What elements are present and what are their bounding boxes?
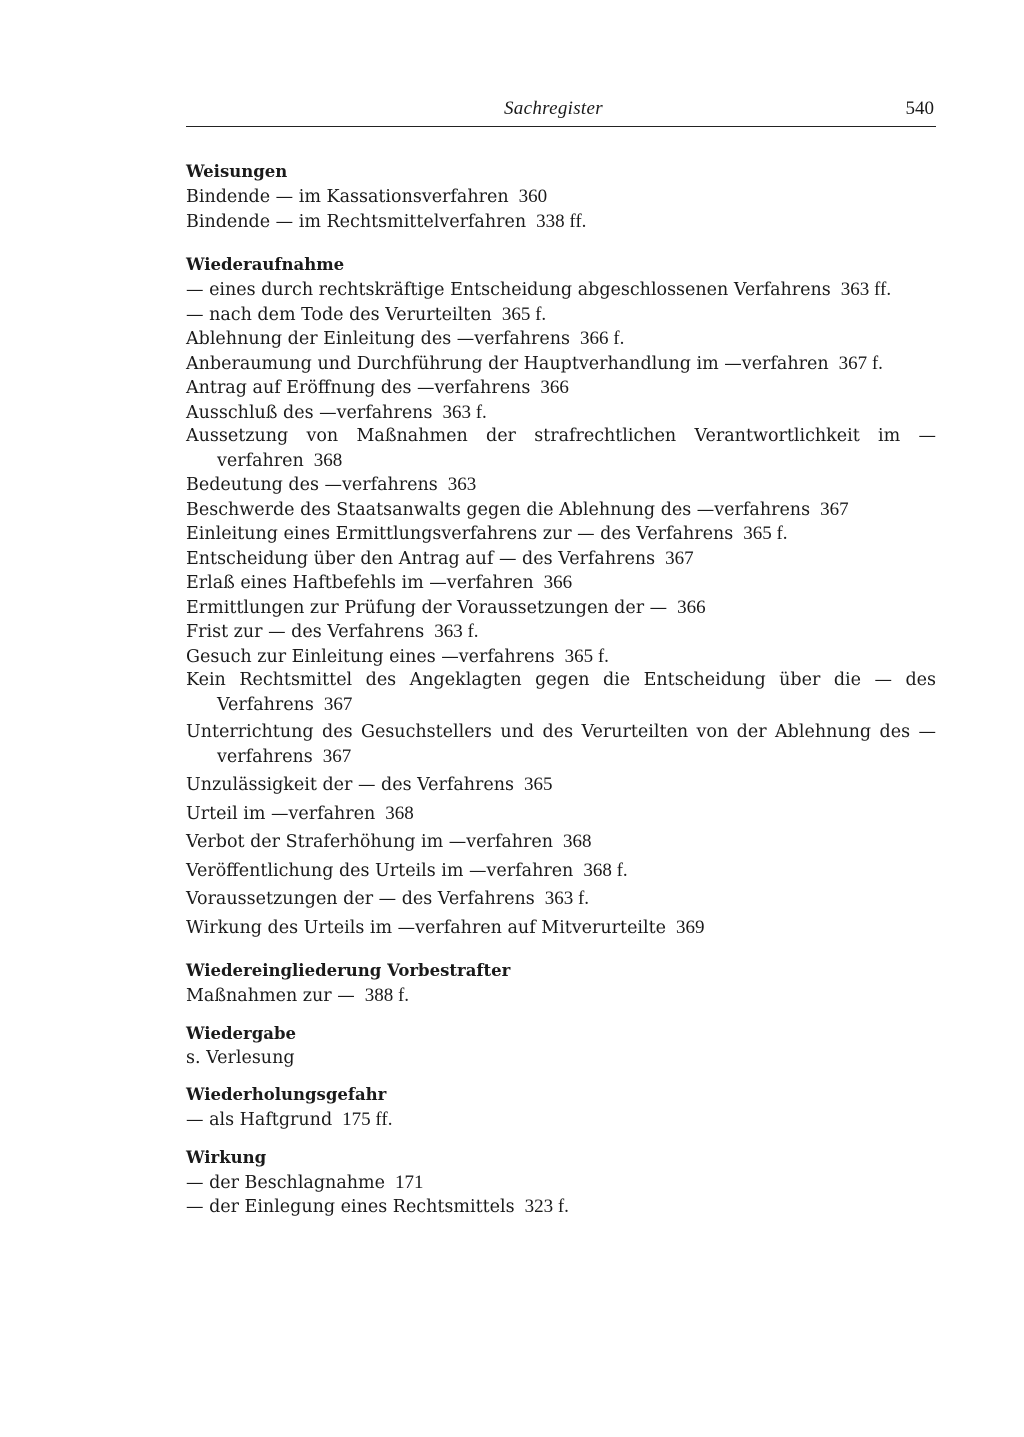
subentry-text: Unterrichtung des Gesuchstellers und des Verurteilten von der Ablehnung des —verfahrens bbox=[186, 722, 936, 767]
index-entry bbox=[186, 252, 936, 940]
subentry-text: s. Verlesung bbox=[186, 1047, 295, 1068]
subentry bbox=[186, 721, 936, 769]
page-reference: 367 f. bbox=[838, 352, 883, 374]
subentry bbox=[186, 547, 936, 572]
entry-heading: Wiedereingliederung Vorbestrafter bbox=[186, 961, 511, 980]
page-reference: 367 bbox=[323, 693, 353, 715]
subentry-text: Anberaumung und Durchführung der Hauptverhandlung im —verfahren bbox=[186, 353, 829, 374]
subentry-text: Bedeutung des —verfahrens bbox=[186, 475, 438, 495]
page-reference: 366 bbox=[543, 572, 573, 593]
index-entry bbox=[186, 958, 936, 1009]
subentry-text: Frist zur — des Verfahrens bbox=[186, 622, 425, 642]
subentry-text: — der Beschlagnahme bbox=[186, 1172, 385, 1193]
subentry-text: — der Einlegung eines Rechtsmittels bbox=[186, 1197, 515, 1217]
index-entry bbox=[186, 1021, 936, 1071]
subentry-text: Einleitung eines Ermittlungsverfahrens zur — des Verfahrens bbox=[186, 524, 734, 544]
subentry-text: Aussetzung von Maßnahmen der strafrechtlichen Verantwortlichkeit im —verfahren bbox=[186, 426, 936, 471]
page-reference: 368 bbox=[385, 802, 414, 824]
subentry-text: Erlaß eines Haftbefehls im —verfahren bbox=[186, 573, 534, 593]
subentry bbox=[186, 669, 936, 717]
page-reference: 367 bbox=[322, 745, 352, 767]
page-reference: 338 ff. bbox=[536, 210, 587, 232]
subentry bbox=[186, 278, 936, 303]
entry-heading: Wiederaufnahme bbox=[186, 255, 345, 274]
index-entry bbox=[186, 159, 936, 234]
page-reference: 369 bbox=[676, 916, 705, 938]
subentry-text: Antrag auf Eröffnung des —verfahrens bbox=[186, 378, 531, 398]
subentry bbox=[186, 1047, 936, 1071]
subentry bbox=[186, 802, 936, 827]
index-page bbox=[186, 96, 936, 1238]
page-reference: 175 ff. bbox=[342, 1109, 393, 1130]
subentry-text: Veröffentlichung des Urteils im —verfahren bbox=[186, 860, 574, 881]
page-reference: 365 f. bbox=[501, 303, 547, 325]
subentry bbox=[186, 401, 936, 426]
subentry-text: Bindende — im Rechtsmittelverfahren bbox=[186, 211, 527, 232]
subentry bbox=[186, 916, 936, 941]
subentry-text: Urteil im —verfahren bbox=[186, 803, 376, 824]
subentry-text: Maßnahmen zur — bbox=[186, 986, 355, 1006]
page-reference: 366 bbox=[677, 596, 706, 618]
subentry-text: — nach dem Tode des Verurteilten bbox=[186, 304, 492, 325]
subentry-text: — als Haftgrund bbox=[186, 1110, 333, 1130]
subentry bbox=[186, 620, 936, 645]
page-number: 540 bbox=[905, 98, 934, 119]
subentry bbox=[186, 327, 936, 352]
subentry bbox=[186, 522, 936, 547]
page-reference: 360 bbox=[518, 186, 548, 207]
entry-heading: Wiedergabe bbox=[186, 1023, 296, 1043]
subentry bbox=[186, 376, 936, 401]
page-reference: 363 f. bbox=[434, 621, 479, 642]
subentry bbox=[186, 352, 936, 377]
subentry bbox=[186, 773, 936, 798]
subentry bbox=[186, 185, 936, 210]
subentry-text: Verbot der Straferhöhung im —verfahren bbox=[186, 832, 554, 852]
subentry bbox=[186, 571, 936, 596]
running-head-title: Sachregister bbox=[504, 98, 603, 119]
subentry-text: Bindende — im Kassationsverfahren bbox=[186, 187, 509, 207]
subentry bbox=[186, 645, 936, 670]
page-reference: 363 f. bbox=[544, 888, 590, 909]
running-head bbox=[186, 96, 936, 127]
page-reference: 365 f. bbox=[743, 523, 788, 544]
subentry bbox=[186, 887, 936, 912]
subentry-text: Beschwerde des Staatsanwalts gegen die Ablehnung des —verfahrens bbox=[186, 499, 811, 520]
subentry-text: Ausschluß des —verfahrens bbox=[186, 402, 433, 423]
subentry bbox=[186, 830, 936, 855]
page-reference: 388 f. bbox=[364, 985, 410, 1006]
subentry-text: Voraussetzungen der — des Verfahrens bbox=[186, 889, 535, 909]
subentry bbox=[186, 425, 936, 473]
entry-heading: Wiederholungsgefahr bbox=[186, 1085, 387, 1104]
page-reference: 171 bbox=[394, 1171, 424, 1193]
subentry bbox=[186, 984, 936, 1009]
subentry bbox=[186, 498, 936, 523]
page-reference: 365 f. bbox=[564, 645, 609, 667]
subentry-text: Kein Rechtsmittel des Angeklagten gegen die Entscheidung über die — des Verfahrens bbox=[186, 670, 936, 715]
page-reference: 363 f. bbox=[442, 401, 487, 423]
subentry bbox=[186, 303, 936, 328]
page-reference: 366 f. bbox=[580, 328, 625, 349]
page-reference: 368 bbox=[313, 449, 343, 471]
index-entries bbox=[186, 159, 936, 1220]
page-reference: 367 bbox=[665, 547, 694, 569]
subentry-text: Ablehnung der Einleitung des —verfahrens bbox=[186, 329, 571, 349]
subentry bbox=[186, 596, 936, 621]
subentry-text: Ermittlungen zur Prüfung der Voraussetzungen der — bbox=[186, 597, 668, 618]
subentry bbox=[186, 473, 936, 498]
page-reference: 368 f. bbox=[583, 859, 628, 881]
subentry-text: Wirkung des Urteils im —verfahren auf Mitverurteilte bbox=[186, 917, 667, 938]
subentry bbox=[186, 1195, 936, 1220]
page-reference: 323 f. bbox=[524, 1196, 569, 1217]
subentry-text: — eines durch rechtskräftige Entscheidung abgeschlossenen Verfahrens bbox=[186, 280, 831, 300]
subentry bbox=[186, 1171, 936, 1196]
subentry bbox=[186, 210, 936, 235]
page-reference: 365 bbox=[524, 774, 553, 795]
entry-heading: Wirkung bbox=[186, 1147, 267, 1167]
subentry bbox=[186, 1108, 936, 1133]
entry-heading: Weisungen bbox=[186, 162, 288, 181]
page-reference: 366 bbox=[540, 377, 569, 398]
index-entry bbox=[186, 1082, 936, 1133]
page-reference: 363 ff. bbox=[840, 279, 892, 300]
page-reference: 368 bbox=[563, 831, 592, 852]
subentry-text: Gesuch zur Einleitung eines —verfahrens bbox=[186, 646, 555, 667]
subentry-text: Unzulässigkeit der — des Verfahrens bbox=[186, 775, 515, 795]
page-reference: 363 bbox=[447, 474, 477, 495]
index-entry bbox=[186, 1145, 936, 1220]
subentry-text: Entscheidung über den Antrag auf — des Verfahrens bbox=[186, 548, 656, 569]
page-reference: 367 bbox=[820, 498, 849, 520]
subentry bbox=[186, 859, 936, 884]
